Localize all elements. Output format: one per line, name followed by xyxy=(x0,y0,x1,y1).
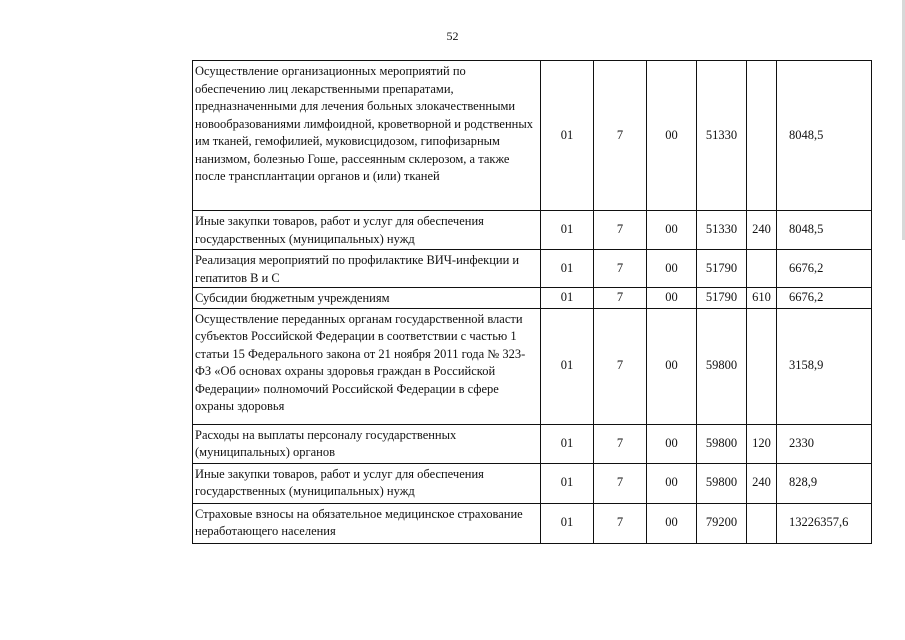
budget-table xyxy=(192,60,872,544)
cell-amount: 2330 xyxy=(777,424,872,463)
table-row xyxy=(193,424,872,463)
cell-section: 01 xyxy=(541,424,594,463)
cell-direction: 59800 xyxy=(697,308,747,424)
cell-program: 00 xyxy=(647,308,697,424)
cell-program: 00 xyxy=(647,61,697,211)
cell-direction: 51330 xyxy=(697,61,747,211)
cell-section: 01 xyxy=(541,308,594,424)
cell-direction: 59800 xyxy=(697,463,747,503)
cell-subsection: 7 xyxy=(594,308,647,424)
cell-program: 00 xyxy=(647,424,697,463)
row-description: Реализация мероприятий по профилактике ВИЧ-инфекции и гепатитов В и С xyxy=(193,250,541,288)
table-row xyxy=(193,503,872,543)
cell-expense-type xyxy=(747,308,777,424)
cell-direction: 59800 xyxy=(697,424,747,463)
row-description: Расходы на выплаты персоналу государственных (муниципальных) органов xyxy=(193,424,541,463)
cell-program: 00 xyxy=(647,503,697,543)
cell-expense-type: 240 xyxy=(747,211,777,250)
cell-subsection: 7 xyxy=(594,503,647,543)
cell-section: 01 xyxy=(541,61,594,211)
cell-direction: 51790 xyxy=(697,250,747,288)
cell-expense-type: 610 xyxy=(747,288,777,309)
cell-expense-type xyxy=(747,61,777,211)
cell-direction: 51790 xyxy=(697,288,747,309)
cell-section: 01 xyxy=(541,211,594,250)
cell-subsection: 7 xyxy=(594,61,647,211)
table-row xyxy=(193,250,872,288)
table-row xyxy=(193,463,872,503)
cell-subsection: 7 xyxy=(594,250,647,288)
cell-subsection: 7 xyxy=(594,463,647,503)
cell-amount: 828,9 xyxy=(777,463,872,503)
row-description: Осуществление организационных мероприятий по обеспечению лиц лекарственными препаратами, предназначенными для лечения больных злокачественными новообразованиями лимфоидной, кроветворной и родственных им тканей, гемофилией, муковисцидозом, гипофизарным нанизмом, болезнью Гоше, рассеянным склерозом, а также после трансплантации органов и (или) тканей xyxy=(193,61,541,211)
cell-direction: 79200 xyxy=(697,503,747,543)
cell-section: 01 xyxy=(541,463,594,503)
cell-amount: 8048,5 xyxy=(777,211,872,250)
row-description: Субсидии бюджетным учреждениям xyxy=(193,288,541,309)
cell-subsection: 7 xyxy=(594,211,647,250)
cell-amount: 6676,2 xyxy=(777,288,872,309)
cell-program: 00 xyxy=(647,211,697,250)
cell-amount: 13226357,6 xyxy=(777,503,872,543)
cell-amount: 8048,5 xyxy=(777,61,872,211)
cell-amount: 3158,9 xyxy=(777,308,872,424)
cell-section: 01 xyxy=(541,288,594,309)
cell-subsection: 7 xyxy=(594,288,647,309)
table-row xyxy=(193,211,872,250)
table-row xyxy=(193,308,872,424)
row-description: Осуществление переданных органам государственной власти субъектов Российской Федерации в соответствии с частью 1 статьи 15 Федерального закона от 21 ноября 2011 года № 323-ФЗ «Об основах охраны здоровья граждан в Российской Федерации» полномочий Российской Федерации в сфере охраны здоровья xyxy=(193,308,541,424)
cell-expense-type: 240 xyxy=(747,463,777,503)
cell-expense-type: 120 xyxy=(747,424,777,463)
cell-section: 01 xyxy=(541,503,594,543)
cell-program: 00 xyxy=(647,288,697,309)
table-row xyxy=(193,61,872,211)
cell-program: 00 xyxy=(647,250,697,288)
row-description: Иные закупки товаров, работ и услуг для обеспечения государственных (муниципальных) нужд xyxy=(193,463,541,503)
cell-expense-type xyxy=(747,503,777,543)
page-number: 52 xyxy=(446,29,459,43)
row-description: Иные закупки товаров, работ и услуг для обеспечения государственных (муниципальных) нужд xyxy=(193,211,541,250)
table-row xyxy=(193,288,872,309)
cell-section: 01 xyxy=(541,250,594,288)
cell-subsection: 7 xyxy=(594,424,647,463)
cell-expense-type xyxy=(747,250,777,288)
row-description: Страховые взносы на обязательное медицинское страхование неработающего населения xyxy=(193,503,541,543)
cell-program: 00 xyxy=(647,463,697,503)
cell-amount: 6676,2 xyxy=(777,250,872,288)
cell-direction: 51330 xyxy=(697,211,747,250)
